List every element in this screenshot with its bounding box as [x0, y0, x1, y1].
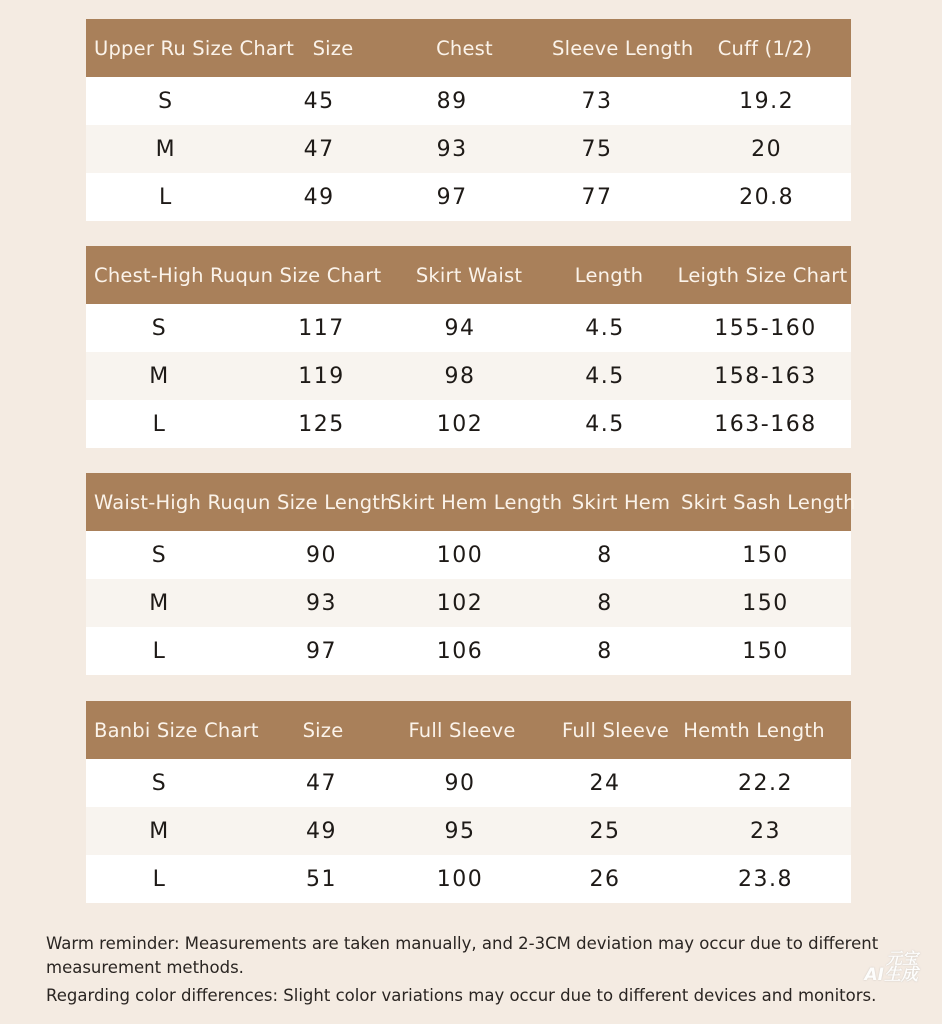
- value-cell: 49: [306, 818, 337, 844]
- value-cell: 24: [589, 770, 621, 796]
- table-row: [86, 125, 851, 173]
- value-cell: 89: [436, 88, 468, 114]
- table-row: [86, 807, 851, 855]
- value-cell: 4.5: [585, 411, 625, 437]
- notes-section: [46, 932, 916, 1008]
- color-difference-text: Regarding color differences: Slight color variations may occur due to different devices and monitors.: [46, 986, 877, 1005]
- value-cell: 26: [589, 866, 621, 892]
- value-cell: 8: [597, 590, 613, 616]
- value-cell: 4.5: [585, 315, 625, 341]
- header-cell: Length: [574, 263, 644, 287]
- value-cell: 106: [436, 638, 484, 664]
- size-cell: S: [151, 770, 168, 796]
- size-cell: M: [149, 590, 170, 616]
- value-cell: 94: [444, 315, 476, 341]
- value-cell: 119: [298, 363, 345, 389]
- value-cell: 4.5: [585, 363, 625, 389]
- value-cell: 20: [751, 136, 783, 162]
- value-cell: 117: [298, 315, 345, 341]
- value-cell: 93: [306, 590, 337, 616]
- size-cell: M: [155, 136, 177, 162]
- value-cell: 90: [444, 770, 476, 796]
- header-cell: Skirt Waist: [415, 263, 523, 287]
- chest-high-ruqun-size-table: [86, 246, 851, 448]
- value-cell: 98: [444, 363, 476, 389]
- value-cell: 51: [306, 866, 337, 892]
- value-cell: 19.2: [739, 88, 795, 114]
- value-cell: 150: [742, 590, 789, 616]
- header-cell: Leigth Size Chart: [677, 263, 848, 287]
- value-cell: 150: [742, 542, 789, 568]
- header-cell: Banbi Size Chart: [94, 718, 259, 742]
- size-cell: L: [152, 866, 167, 892]
- size-cell: L: [152, 411, 167, 437]
- value-cell: 20.8: [739, 184, 795, 210]
- value-cell: 150: [742, 638, 789, 664]
- value-cell: 93: [436, 136, 468, 162]
- value-cell: 102: [436, 590, 484, 616]
- header-cell: Skirt Sash Length: [681, 490, 856, 514]
- value-cell: 155-160: [714, 315, 817, 341]
- value-cell: 73: [581, 88, 613, 114]
- header-cell: Chest-High Ruqun Size Chart: [94, 263, 382, 287]
- value-cell: 8: [597, 542, 613, 568]
- value-cell: 100: [436, 866, 484, 892]
- value-cell: 75: [581, 136, 613, 162]
- table-row: [86, 400, 851, 448]
- value-cell: 45: [303, 88, 335, 114]
- table-header-row: [86, 246, 851, 304]
- value-cell: 25: [589, 818, 621, 844]
- header-cell: Chest: [436, 36, 493, 60]
- value-cell: 100: [436, 542, 484, 568]
- watermark-line-2: AI生成: [864, 965, 918, 985]
- table-row: [86, 627, 851, 675]
- value-cell: 97: [436, 184, 468, 210]
- ai-generated-watermark: [865, 950, 918, 984]
- waist-high-ruqun-size-table: [86, 473, 856, 675]
- size-cell: L: [158, 184, 173, 210]
- header-cell: Cuff (1/2): [717, 36, 813, 60]
- table-row: [86, 579, 851, 627]
- size-cell: S: [158, 88, 174, 114]
- header-cell: Size: [312, 36, 354, 60]
- value-cell: 125: [298, 411, 345, 437]
- table-header-row: [86, 701, 851, 759]
- table-row: [86, 531, 851, 579]
- value-cell: 47: [306, 770, 337, 796]
- table-row: [86, 352, 851, 400]
- value-cell: 47: [303, 136, 335, 162]
- value-cell: 23: [750, 818, 781, 844]
- header-cell: Hemth Length: [683, 718, 825, 742]
- table-row: [86, 173, 851, 221]
- size-cell: M: [149, 363, 170, 389]
- value-cell: 90: [306, 542, 337, 568]
- size-cell: L: [152, 638, 167, 664]
- value-cell: 8: [597, 638, 613, 664]
- table-row: [86, 759, 851, 807]
- table-row: [86, 304, 851, 352]
- value-cell: 22.2: [738, 770, 793, 796]
- value-cell: 95: [444, 818, 476, 844]
- warm-reminder-text: Warm reminder: Measurements are taken manually, and 2-3CM deviation may occur due to different measurement methods.: [46, 934, 879, 977]
- value-cell: 102: [436, 411, 484, 437]
- header-cell: Waist-High Ruqun Size Length: [94, 490, 393, 514]
- header-cell: Upper Ru Size Chart: [94, 36, 295, 60]
- header-cell: Skirt Hem Length: [389, 490, 563, 514]
- size-cell: S: [151, 315, 168, 341]
- header-cell: Size: [302, 718, 344, 742]
- value-cell: 49: [303, 184, 335, 210]
- value-cell: 77: [581, 184, 613, 210]
- watermark-line-1: 元宝: [885, 949, 918, 968]
- value-cell: 158-163: [714, 363, 817, 389]
- table-header-row: [86, 19, 851, 77]
- size-cell: M: [149, 818, 170, 844]
- table-header-row: [86, 473, 856, 531]
- value-cell: 23.8: [738, 866, 793, 892]
- header-cell: Full Sleeve: [408, 718, 516, 742]
- header-cell: Skirt Hem: [571, 490, 671, 514]
- value-cell: 97: [306, 638, 337, 664]
- table-row: [86, 77, 851, 125]
- table-row: [86, 855, 851, 903]
- header-cell: Sleeve Length: [552, 36, 694, 60]
- banbi-size-table: [86, 701, 851, 903]
- size-cell: S: [151, 542, 168, 568]
- header-cell: Full Sleeve: [562, 718, 670, 742]
- upper-ru-size-table: [86, 19, 851, 221]
- value-cell: 163-168: [714, 411, 817, 437]
